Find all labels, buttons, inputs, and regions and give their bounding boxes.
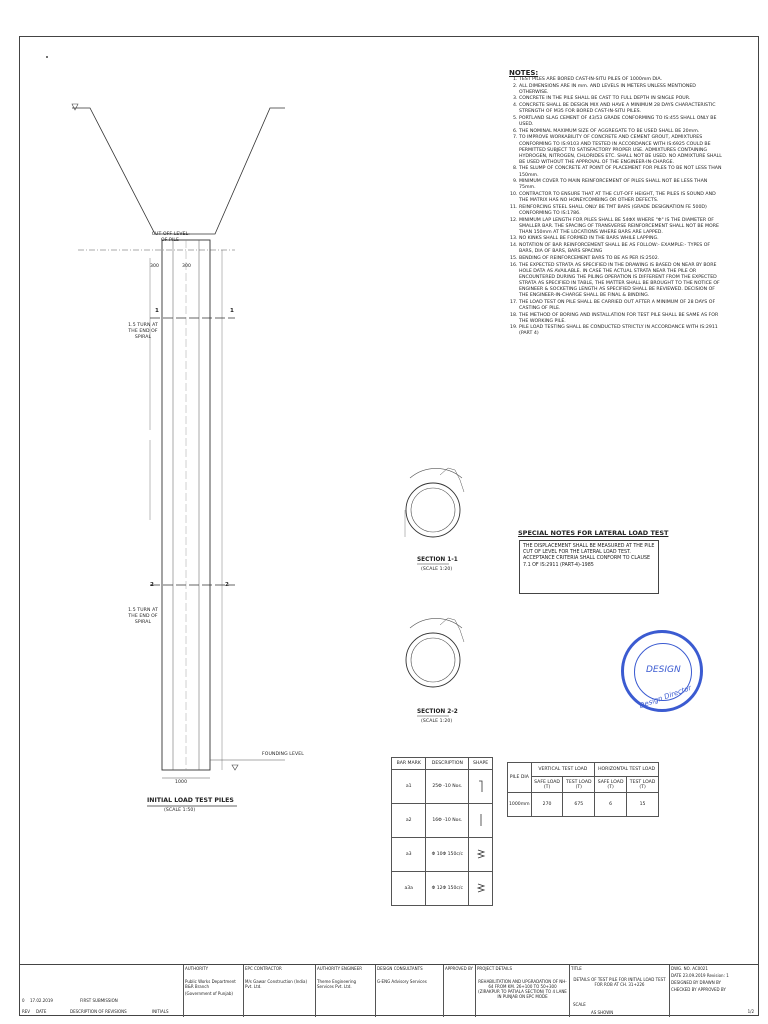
ie-cell (315, 965, 375, 1017)
section-marker-1-right: 1 (230, 308, 234, 314)
bar-desc: 16Φ -10 Nos. (426, 804, 469, 838)
table-row (392, 838, 493, 872)
contractor-name: M/s Gawar Construction (India) Pvt. Ltd. (245, 979, 308, 989)
project-label: PROJECT DETAILS (477, 966, 512, 971)
note-item: 9. MINIMUM COVER TO MAIN REINFORCEMENT OF PILES SHALL NOT BE LESS THAN 75mm. (519, 179, 724, 191)
project-text: REHABILITATION AND UPGRADATION OF NH-64 FROM KM. 26+100 TO 50+300 (ZIRAKPUR TO PATIALA SECTION) TO 4 LANE IN PUNJAB ON EPC MODE (478, 979, 567, 999)
table-row (392, 872, 493, 906)
notes-title: NOTES: (509, 69, 539, 77)
sign-row-2 (670, 986, 759, 993)
notes-list (509, 77, 724, 338)
note-item: 10. CONTRACTOR TO ENSURE THAT AT THE CUT-OFF HEIGHT, THE PILES IS SOUND AND THE MATRIX HAS NO HONEYCOMBING OR OTHER DEFECTS. (519, 192, 724, 204)
scale-text: AS SHOWN (591, 1010, 614, 1015)
scale-label: SCALE (573, 1002, 586, 1007)
load-header-pile: PILE DIA (508, 763, 532, 793)
sign-row (670, 979, 759, 986)
load-value: 675 (563, 793, 595, 817)
special-notes-box: THE DISPLACEMENT SHALL BE MEASURED AT THE PILE CUT OF LEVEL FOR THE LATERAL LOAD TEST. ACCEPTANCE CRITERIA SHALL CONFORM TO CLAUSE 7.1 OF IS:2911 (PART-4)-1985 (519, 540, 659, 594)
title-text: DETAILS OF TEST PILE FOR INITIAL LOAD TEST FOR ROB AT CH. 31+226 (573, 977, 666, 987)
bar-header-mark: BAR MARK (392, 758, 426, 770)
date-value: 23.09.2019 (682, 973, 706, 978)
pile-title: INITIAL LOAD TEST PILES (147, 797, 234, 804)
drawn-by: DRAWN BY (699, 980, 721, 985)
rev-no: 0 (22, 998, 25, 1003)
section-marker-1-left: 1 (155, 308, 159, 314)
dwg-no: AC0021 (692, 966, 708, 971)
bar-shape-hook-icon (469, 770, 493, 804)
designed-by: DESIGNED BY (671, 980, 699, 985)
ie-name: Theme Engineering Services Pvt. Ltd. (317, 979, 357, 989)
rev-header: INITIALS (152, 1009, 169, 1014)
approved-cell (443, 965, 475, 1017)
authority-label: AUTHORITY (185, 966, 209, 971)
bar-mark: a2 (392, 804, 426, 838)
dwg-no-row (670, 965, 759, 972)
note-item: 12. MINIMUM LAP LENGTH FOR PILES SHALL BE 54ΦX WHERE "Φ" IS THE DIAMETER OF SMALLER BAR. THE SPACING OF TRANSVERSE REINFORCEMENT SHALL NOT BE MORE THAN 150mm AT THE LOCATIONS WHERE BARS ARE LAPPED. (519, 218, 724, 236)
pile-scale: (SCALE 1:50) (164, 808, 196, 813)
design-name: G-ENG Advisory Services (377, 979, 427, 984)
title-block (19, 964, 759, 1017)
bar-mark: a1 (392, 770, 426, 804)
project-cell (475, 965, 569, 1017)
special-notes-title: SPECIAL NOTES FOR LATERAL LOAD TEST (518, 529, 669, 537)
note-item: 19. PILE LOAD TESTING SHALL BE CONDUCTED STRICTLY IN ACCORDANCE WITH IS:2911 (PART 4) (519, 325, 724, 337)
note-item: 17. THE LOAD TEST ON PILE SHALL BE CARRIED OUT AFTER A MINIMUM OF 28 DAYS OF CASTING OF PILE. (519, 300, 724, 312)
turn-note-2: 1.5 TURN AT THE END OF SPIRAL (128, 608, 158, 626)
title-cell (569, 965, 669, 1017)
section1-title: SECTION 1-1 (417, 557, 458, 563)
note-item: 14. NOTATION OF BAR REINFORCEMENT SHALL BE AS FOLLOW:- EXAMPLE:- TYPES OF BARS, DIA OF BARS, BARS SPACING (519, 243, 724, 255)
sheet-no: 1/2 (747, 1009, 754, 1014)
approval-stamp (621, 630, 703, 712)
load-subheader: SAFE LOAD (T) (531, 777, 563, 793)
checked-by: CHECKED BY (671, 987, 697, 992)
dim-1000: 1000 (175, 780, 188, 785)
table-row (508, 793, 659, 817)
founding-level-label: FOUNDING LEVEL (262, 752, 304, 757)
note-item: 11. REINFORCING STEEL SHALL ONLY BE TMT BARS (GRADE DESIGNATION FE 500D) CONFORMING TO IS:1786. (519, 205, 724, 217)
note-item: 2. ALL DIMENSIONS ARE IN mm. AND LEVELS IN METERS UNLESS MENTIONED OTHERWISE. (519, 84, 724, 96)
load-subheader: TEST LOAD (T) (563, 777, 595, 793)
load-value: 270 (531, 793, 563, 817)
dim-300-b: 300 (182, 264, 192, 269)
bar-shape-spiral-icon (469, 872, 493, 906)
revision-label: Revision: 1 (706, 973, 729, 978)
load-test-table (507, 762, 659, 817)
title-label: TITLE (571, 966, 582, 971)
section2-scale: (SCALE 1:20) (421, 719, 453, 724)
bar-schedule-table (391, 757, 493, 906)
bar-desc: Φ 10Φ 150c/c (426, 838, 469, 872)
note-item: 13. NO KINKS SHALL BE FORMED IN THE BARS WHILE LAPPING. (519, 236, 724, 242)
turn-note-1: 1.5 TURN AT THE END OF SPIRAL (128, 323, 158, 341)
rev-header: DATE (36, 1009, 47, 1014)
note-item: 18. THE METHOD OF BORING AND INSTALLATION FOR TEST PILE SHALL BE SAME AS FOR THE WORKING PILE. (519, 313, 724, 325)
contractor-cell (243, 965, 315, 1017)
bar-mark: a3a (392, 872, 426, 906)
approved-by: APPROVED BY (697, 987, 726, 992)
load-subheader: SAFE LOAD (T) (595, 777, 627, 793)
bar-shape-spiral-icon (469, 838, 493, 872)
load-value: 15 (627, 793, 659, 817)
date-label: DATE (671, 973, 682, 978)
cut-off-label: CUT OFF LEVEL OF PILE (151, 232, 189, 244)
rev-date: 17.02.2019 (30, 998, 53, 1003)
dwg-cell (669, 965, 759, 1017)
bar-shape-straight-icon (469, 804, 493, 838)
note-item: 16. THE EXPECTED STRATA AS SPECIFIED IN THE DRAWING IS BASED ON NEAR BY BORE HOLE DATA AS AVAILABLE. IN CASE THE ACTUAL STRATA NEAR THE PILE OR ENCOUNTERED DURING THE PILING OPERATION IS DIFFERENT FROM THE EXPECTED STRATA AS SPECIFIED IN TABLE, THE MATTER SHALL BE BROUGHT TO THE NOTICE OF ENGINEER & SOCKETING LENGTH AS SPECIFIED SHALL BE REVIEWED. DECISION OF THE ENGINEER-IN-CHARGE SHALL BE FINAL & BINDING. (519, 263, 724, 300)
ie-label: AUTHORITY ENGINEER (317, 966, 363, 971)
load-header-horizontal: HORIZONTAL TEST LOAD (595, 763, 659, 777)
rev-header: DESCRIPTION OF REVISIONS (70, 1009, 127, 1014)
load-header-vertical: VERTICAL TEST LOAD (531, 763, 594, 777)
stamp-signature-text: Design Director (638, 683, 693, 711)
dwg-label: DWG. NO. (671, 966, 691, 971)
authority-sub: (Government of Punjab) (185, 991, 233, 996)
authority-name: Public Works Department B&R Branch (185, 979, 236, 989)
note-item: 6. THE NOMINAL MAXIMUM SIZE OF AGGREGATE TO BE USED SHALL BE 20mm. (519, 129, 724, 135)
revision-cell (19, 965, 183, 1017)
load-subheader: TEST LOAD (T) (627, 777, 659, 793)
note-item: 1. TEST PILES ARE BORED CAST-IN-SITU PILES OF 1000mm DIA. (519, 77, 724, 83)
section1-scale: (SCALE 1:20) (421, 567, 453, 572)
bar-header-desc: DESCRIPTION (426, 758, 469, 770)
note-item: 4. CONCRETE SHALL BE DESIGN MIX AND HAVE A MINIMUM 28 DAYS CHARACTERISTIC STRENGTH OF M35 FOR BORED CAST-IN-SITU PILES. (519, 103, 724, 115)
design-cell (375, 965, 443, 1017)
stamp-text: DESIGN (646, 665, 681, 675)
note-item: 15. BENDING OF REINFORCEMENT BARS TO BE AS PER IS:2502. (519, 256, 724, 262)
note-item: 7. TO IMPROVE WORKABILITY OF CONCRETE AND CEMENT GROUT, ADMIXTURES CONFORMING TO IS:9103 AND TESTED IN ACCORDANCE WITH IS:6925 COULD BE PERMITTED SUBJECT TO SATISFACTORY PROPER USE. ADMIXTURES CONTAINING HYDROGEN, NITROGEN, CHLORIDES ETC. SHALL NOT BE USED. NO ADMIXTURE SHALL BE USED WITHOUT THE APPROVAL OF THE ENGINEER-IN-CHARGE. (519, 135, 724, 165)
bar-header-shape: SHAPE (469, 758, 493, 770)
section2-title: SECTION 2-2 (417, 709, 458, 715)
section-marker-2-right: 2 (225, 582, 229, 588)
design-label: DESIGN CONSULTANTS (377, 966, 423, 971)
notes-block (509, 69, 724, 338)
bar-desc: 25Φ -10 Nos. (426, 770, 469, 804)
table-row (392, 770, 493, 804)
bar-mark: a3 (392, 838, 426, 872)
bar-desc: Φ 12Φ 150c/c (426, 872, 469, 906)
table-row (392, 804, 493, 838)
load-dia: 1000mm (508, 793, 532, 817)
rev-header: REV (22, 1009, 31, 1014)
approved-label: APPROVED BY (445, 966, 474, 971)
rev-desc: FIRST SUBMISSION (80, 998, 118, 1003)
note-item: 5. PORTLAND SLAG CEMENT OF 43/53 GRADE CONFORMING TO IS:455 SHALL ONLY BE USED. (519, 116, 724, 128)
note-item: 8. THE SLUMP OF CONCRETE AT POINT OF PLACEMENT FOR PILES TO BE NOT LESS THAN 150mm. (519, 166, 724, 178)
authority-cell (183, 965, 243, 1017)
dim-300-a: 300 (150, 264, 160, 269)
load-value: 6 (595, 793, 627, 817)
note-item: 3. CONCRETE IN THE PILE SHALL BE CAST TO FULL DEPTH IN SINGLE POUR. (519, 96, 724, 102)
contractor-label: EPC CONTRACTOR (245, 966, 282, 971)
dwg-date-row (670, 972, 759, 979)
section-marker-2-left: 2 (150, 582, 154, 588)
